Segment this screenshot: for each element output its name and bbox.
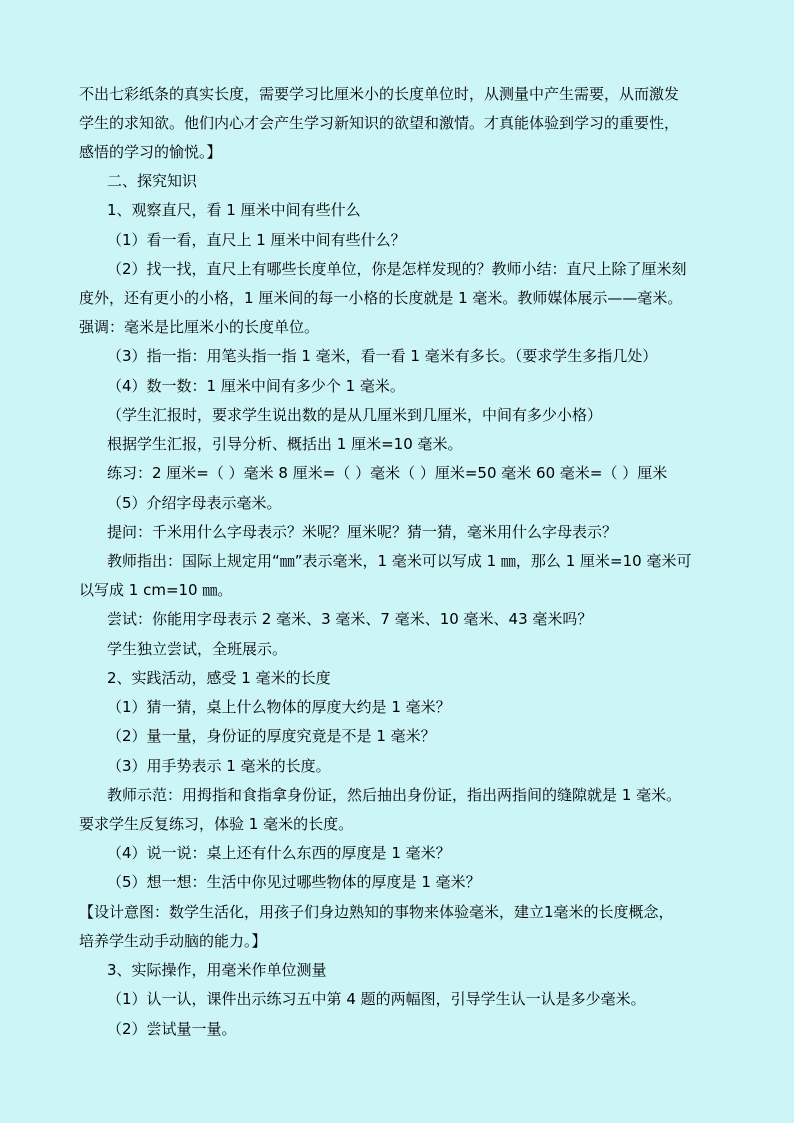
- paragraph-line: 以写成 1 cm=10 ㎜。: [79, 581, 233, 599]
- paragraph-line: （4）说一说：桌上还有什么东西的厚度是 1 毫米？: [107, 844, 451, 862]
- paragraph-line: （3）指一指：用笔头指一指 1 毫米，看一看 1 毫米有多长。（要求学生多指几处）: [107, 347, 658, 365]
- exercise-line: 练习：2 厘米=（ ）毫米 8 厘米=（ ）毫米（ ）厘米=50 毫米 60 毫米=（ ）厘米: [107, 464, 668, 482]
- paragraph-line: 根据学生汇报，引导分析、概括出 1 厘米=10 毫米。: [107, 435, 463, 453]
- paragraph-line: 教师指出：国际上规定用“㎜”表示毫米，1 毫米可以写成 1 ㎜，那么 1 厘米=10 毫米可: [107, 552, 692, 570]
- paragraph-line: （3）用手势表示 1 毫米的长度。: [107, 757, 331, 775]
- paragraph-line: （4）数一数：1 厘米中间有多少个 1 毫米。: [107, 377, 405, 395]
- paragraph-line: （2）量一量，身份证的厚度究竟是不是 1 毫米？: [107, 727, 436, 745]
- paragraph-line: 度外，还有更小的小格，1 厘米间的每一小格的长度就是 1 毫米。教师媒体展示——毫米。: [79, 289, 683, 307]
- section-heading: 二、探究知识: [107, 172, 198, 190]
- paragraph-line: 学生独立尝试，全班展示。: [107, 640, 288, 658]
- design-intent-line: 培养学生动手动脑的能力。】: [79, 932, 267, 950]
- paragraph-line: （1）看一看，直尺上 1 厘米中间有些什么？: [107, 231, 406, 249]
- paragraph-line: 教师示范：用拇指和食指拿身份证，然后抽出身份证，指出两指间的缝隙就是 1 毫米。: [107, 786, 682, 804]
- paragraph-line: （5）想一想：生活中你见过哪些物体的厚度是 1 毫米？: [107, 873, 481, 891]
- paragraph-line: 感悟的学习的愉悦。】: [79, 143, 222, 161]
- subsection-heading: 3、实际操作，用毫米作单位测量: [107, 961, 327, 979]
- design-intent-line: 【设计意图：数学生活化，用孩子们身边熟知的事物来体验毫米，建立1毫米的长度概念，: [79, 903, 674, 921]
- paragraph-line: （5）介绍字母表示毫米。: [107, 494, 282, 512]
- paragraph-line: 要求学生反复练习，体验 1 毫米的长度。: [79, 815, 354, 833]
- paragraph-line: （1）猜一猜，桌上什么物体的厚度大约是 1 毫米？: [107, 698, 451, 716]
- paragraph-line: （2）尝试量一量。: [107, 1020, 237, 1038]
- subsection-heading: 1、观察直尺，看 1 厘米中间有些什么: [107, 201, 361, 219]
- paragraph-line: 不出七彩纸条的真实长度，需要学习比厘米小的长度单位时，从测量中产生需要，从而激发: [79, 85, 680, 103]
- paragraph-line: （学生汇报时，要求学生说出数的是从几厘米到几厘米，中间有多少小格）: [107, 406, 603, 424]
- paragraph-line: （1）认一认，课件出示练习五中第 4 题的两幅图，引导学生认一认是多少毫米。: [107, 990, 646, 1008]
- paragraph-line: 尝试：你能用字母表示 2 毫米、3 毫米、7 毫米、10 毫米、43 毫米吗？: [107, 610, 593, 628]
- paragraph-line: （2）找一找，直尺上有哪些长度单位，你是怎样发现的？教师小结：直尺上除了厘米刻: [107, 260, 687, 278]
- subsection-heading: 2、实践活动，感受 1 毫米的长度: [107, 669, 331, 687]
- paragraph-line: 学生的求知欲。他们内心才会产生学习新知识的欲望和激情。才真能体验到学习的重要性，: [79, 114, 680, 132]
- paragraph-line: 提问：千米用什么字母表示？米呢？厘米呢？猜一猜，毫米用什么字母表示？: [107, 523, 618, 541]
- paragraph-line: 强调：毫米是比厘米小的长度单位。: [79, 318, 320, 336]
